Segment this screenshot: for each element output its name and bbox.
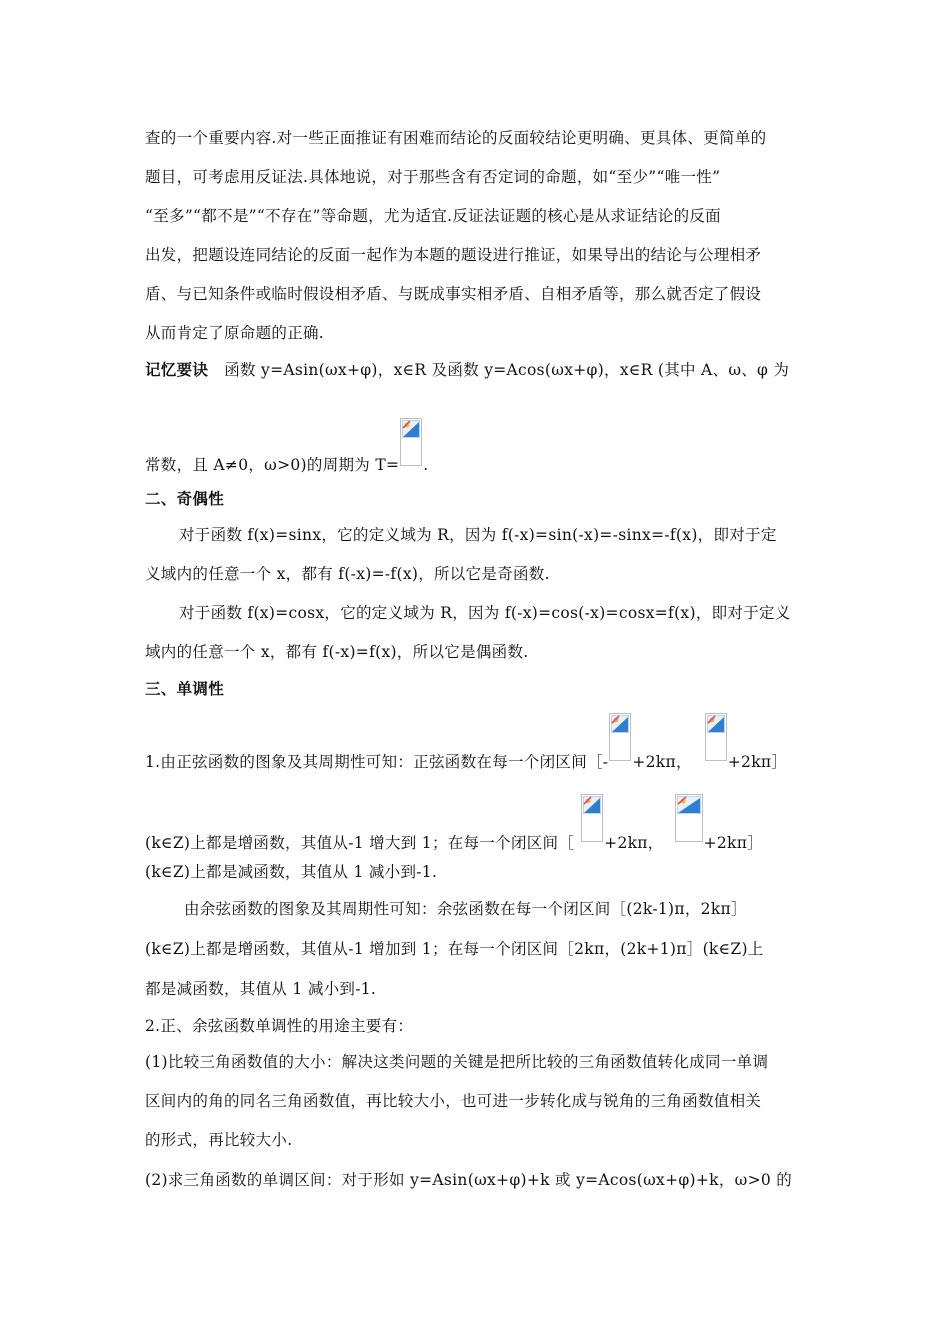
paragraph-line: 从而肯定了原命题的正确. (145, 324, 325, 342)
memory-label: 记忆要诀 (145, 361, 209, 379)
text-run: 1.由正弦函数的图象及其周期性可知：正弦函数在每一个闭区间［- (145, 753, 609, 771)
sine-interval-line (145, 808, 815, 856)
sine-interval-line (145, 727, 815, 775)
paragraph-line: 域内的任意一个 x，都有 f(-x)=f(x)，所以它是偶函数. (145, 643, 529, 661)
paragraph-line: 对于函数 f(x)=cosx，它的定义域为 R，因为 f(-x)=cos(-x)=cosx=f(x)，即对于定义 (179, 604, 791, 622)
period-text: 常数，且 A≠0，ω>0)的周期为 T= (145, 456, 400, 474)
broken-image-icon (400, 418, 422, 466)
paragraph-line: 2.正、余弦函数单调性的用途主要有： (145, 1017, 414, 1035)
paragraph-line: (1)比较三角函数值的大小：解决这类问题的关键是把所比较的三角函数值转化成同一单调 (145, 1053, 769, 1071)
text-run: (k∈Z)上都是增函数，其值从-1 增大到 1；在每一个闭区间［ (145, 834, 575, 852)
paragraph-line: 出发，把题设连同结论的反面一起作为本题的题设进行推证，如果导出的结论与公理相矛 (145, 246, 762, 264)
paragraph-line: 题目，可考虑用反证法.具体地说，对于那些含有否定词的命题，如“至少”“唯一性” (145, 168, 721, 186)
text-run: +2kπ， (604, 834, 664, 852)
text-run: +2kπ］ (727, 753, 788, 771)
paragraph-line: (k∈Z)上都是减函数，其值从 1 减小到-1. (145, 863, 438, 881)
broken-image-icon (705, 713, 727, 761)
memory-line (145, 360, 815, 380)
paragraph-line: 义域内的任意一个 x，都有 f(-x)=-f(x)，所以它是奇函数. (145, 565, 550, 583)
broken-image-icon (609, 713, 631, 761)
text-run: +2kπ， (632, 753, 692, 771)
paragraph-line: 区间内的角的同名三角函数值，再比较大小，也可进一步转化成与锐角的三角函数值相关 (145, 1092, 762, 1110)
paragraph-line: (k∈Z)上都是增函数，其值从-1 增加到 1；在每一个闭区间［2kπ，(2k+1)π］(k∈Z)上 (145, 940, 764, 958)
paragraph-line: (2)求三角函数的单调区间：对于形如 y=Asin(ωx+φ)+k 或 y=Acos(ωx+φ)+k，ω>0 的 (145, 1171, 793, 1189)
broken-image-icon (675, 794, 703, 842)
paragraph-line: “至多”“都不是”“不存在”等命题，尤为适宜.反证法证题的核心是从求证结论的反面 (145, 207, 721, 225)
paragraph-line: 盾、与已知条件或临时假设相矛盾、与既成事实相矛盾、自相矛盾等，那么就否定了假设 (145, 285, 762, 303)
period-dot: . (423, 456, 429, 474)
memory-text: 函数 y=Asin(ωx+φ)，x∈R 及函数 y=Acos(ωx+φ)，x∈R (其中 A、ω、φ 为 (224, 361, 790, 379)
paragraph-line: 都是减函数，其值从 1 减小到-1. (145, 980, 377, 998)
paragraph-line: 由余弦函数的图象及其周期性可知：余弦函数在每一个闭区间［(2k-1)π，2kπ］ (184, 900, 747, 918)
period-line (145, 430, 815, 478)
broken-image-icon (581, 794, 603, 842)
paragraph-line: 查的一个重要内容.对一些正面推证有困难而结论的反面较结论更明确、更具体、更简单的 (145, 129, 767, 147)
section-heading: 三、单调性 (145, 680, 225, 698)
text-run: +2kπ］ (703, 834, 764, 852)
paragraph-line: 对于函数 f(x)=sinx，它的定义域为 R，因为 f(-x)=sin(-x)=-sinx=-f(x)，即对于定 (179, 526, 777, 544)
section-heading: 二、奇偶性 (145, 490, 225, 508)
paragraph-line: 的形式，再比较大小. (145, 1131, 293, 1149)
